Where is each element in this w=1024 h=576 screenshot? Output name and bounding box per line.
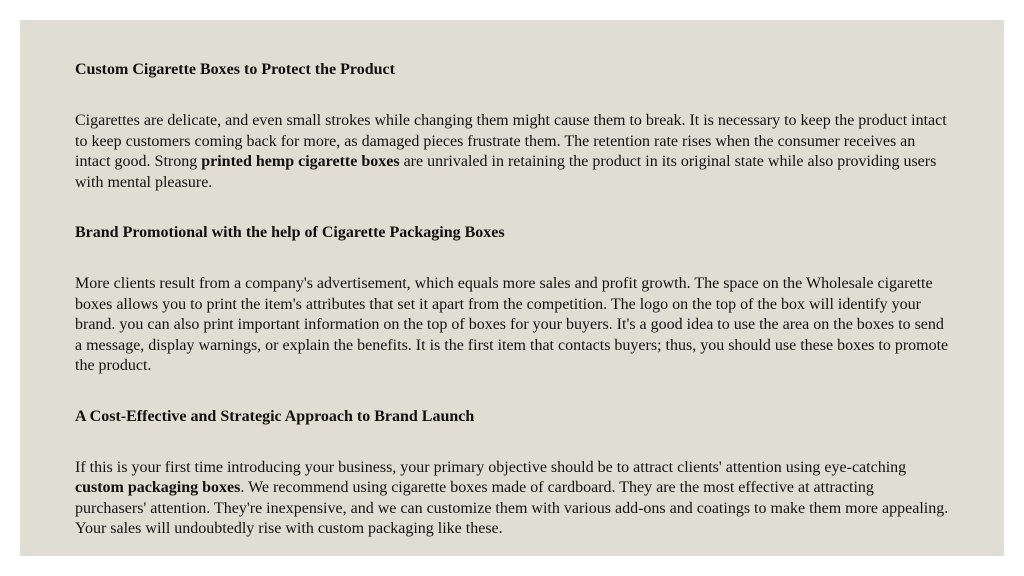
paragraph-text: If this is your first time introducing your business, your primary objective should be to attract clients' attention using eye-catching	[75, 458, 907, 476]
keyword-link-custom-packaging-boxes[interactable]: custom packaging boxes	[75, 479, 241, 496]
section-heading-cost-effective: A Cost-Effective and Strategic Approach to Brand Launch	[75, 407, 475, 425]
section-heading-protect: Custom Cigarette Boxes to Protect the Product	[75, 61, 395, 78]
section-heading-brand-promotional: Brand Promotional with the help of Cigarette Packaging Boxes	[75, 224, 505, 241]
paragraph-text: Cigarettes are delicate, and even small strokes while changing them might cause them to break. It is necessary to keep the product intact to keep customers coming back for more, as damaged pieces frustrate them. The retention rate rises when the consumer receives an intact good. Strong	[75, 112, 947, 170]
section-paragraph-cost-effective	[75, 458, 949, 540]
section-paragraph-protect	[75, 111, 949, 193]
keyword-link-printed-hemp-cigarette-boxes[interactable]: printed hemp cigarette boxes	[201, 153, 400, 170]
paragraph-text: . We recommend using cigarette boxes made of cardboard. They are the most effective at attracting purchasers' attention. They're inexpensive, and we can customize them with various add-ons and coatings to make them more appealing. Your sales will undoubtedly rise with custom packaging like these.	[75, 479, 949, 537]
paragraph-text: are unrivaled in retaining the product in its original state while also providing users with mental pleasure.	[75, 153, 937, 191]
slide-content	[20, 20, 1004, 556]
section-paragraph-brand-promotional: More clients result from a company's advertisement, which equals more sales and profit growth. The space on the Wholesale cigarette boxes allows you to print the item's attributes that set it apart from the competition. The logo on the top of the box will identify your brand. you can also print important information on the top of boxes for your buyers. It's a good idea to use the area on the boxes to send a message, display warnings, or explain the benefits. It is the first item that contacts buyers; thus, you should use these boxes to promote the product.	[75, 275, 949, 374]
